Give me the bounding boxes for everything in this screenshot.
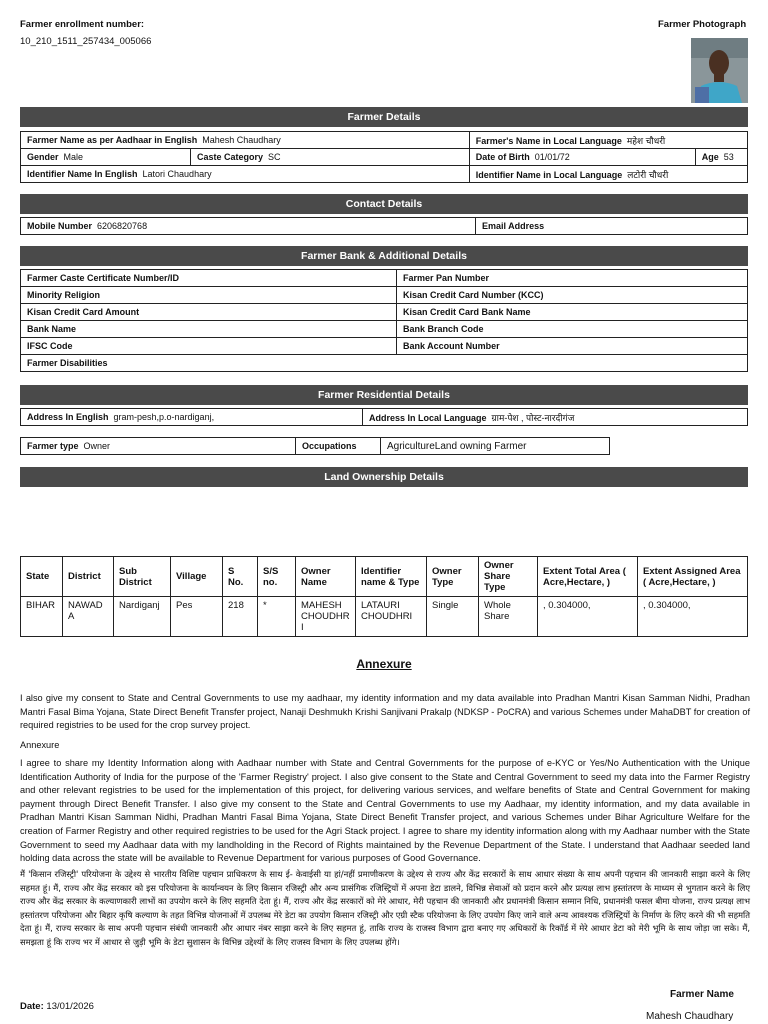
kcc-amount-label: Kisan Credit Card Amount	[27, 307, 140, 317]
bank-name-label: Bank Name	[27, 324, 77, 334]
name-value: Mahesh Chaudhary	[202, 135, 281, 145]
land-cell: 218	[223, 597, 258, 637]
land-header-cell: Owner Type	[427, 557, 479, 597]
land-cell: BIHAR	[21, 597, 63, 637]
address-en-label: Address In English	[27, 412, 109, 422]
land-header-cell: State	[21, 557, 63, 597]
land-cell: Pes	[171, 597, 223, 637]
section-residential-details: Farmer Residential Details	[20, 385, 748, 405]
enrollment-label: Farmer enrollment number:	[20, 19, 145, 30]
gender-label: Gender	[27, 152, 59, 162]
mobile-label: Mobile Number	[27, 221, 93, 231]
table-row	[21, 597, 748, 637]
land-header-cell: Sub District	[114, 557, 171, 597]
land-header-cell: Extent Assigned Area ( Acre,Hectare, )	[638, 557, 748, 597]
age-label: Age	[701, 152, 719, 162]
address-table	[20, 408, 748, 426]
disabilities-label: Farmer Disabilities	[27, 358, 108, 368]
caste-cert-label: Farmer Caste Certificate Number/ID	[27, 273, 180, 283]
caste-value: SC	[268, 152, 281, 162]
land-header-cell: S/S no.	[258, 557, 296, 597]
caste-label: Caste Category	[197, 152, 264, 162]
annexure-title: Annexure	[356, 657, 412, 671]
land-cell: Single	[427, 597, 479, 637]
annexure-subtitle: Annexure	[20, 740, 60, 750]
annexure-para-hindi: मैं 'किसान रजिस्ट्री' परियोजना के उद्देश्य से भारतीय विशिष्ट पहचान प्राधिकरण के साथ ई- केवाईसी या हां/नहीं प्रमाणीकरण के उद्देश्य से राज्य और केंद्र सरकारों के साथ आधार संख्या के साथ अपनी पहचान की जानकारी साझा करने के लिए सहमत हूं। मैं, राज्य और केंद्र सरकार को इस परियोजना के कार्यान्वयन के लिए किसान रजिस्ट्री और अन्य प्रासंगिक रजिस्ट्रियों में अपना डेटा डालने, विभिन्न सेवाओं को प्रदान करने और प्रत्यक्ष लाभ हस्तांतरण के माध्यम से भुगतान करने के लिए राज्य और केंद्र सरकार के कल्याणकारी लाभों का उपयोग करने के लिए सहमति देता हूं। मैं, राज्य और केंद्र सरकारों को मेरे आधार, मेरी पहचान की जानकारी और प्रधानमंत्री किसान सम्मान निधि, प्रधानमंत्री फसल बीमा योजना, राज्य प्रत्यक्ष लाभ हस्तांतरण परियोजना और बिहार कृषि कल्याण के तहत विभिन्न योजनाओं में उपलब्ध मेरे डेटा का उपयोग किसान रजिस्ट्री और एग्री स्टैक परियोजना के लिए उपयोग किए जाने वाले अन्य आवश्यक रजिस्ट्रियों के निर्माण के लिए करने की भी सहमति देता हूं। मैं, राज्य सरकार के साथ अपनी पहचान संबंधी जानकारी और आधार नंबर साझा करने के लिए सहमत हूं, ताकि राज्य के राजस्व विभाग द्वारा बनाए गए अधिकारों के रिकॉर्ड में मेरे आधार डेटा को मेरी भूमि के साथ जोड़ा जा सके। मैं, समझता हूं कि राज्य भर में आधार से जुड़ी भूमि के डेटा सुशासन के विभिन्न उद्देश्यों के लिए राजस्व विभाग के लिए उपलब्ध होंगे।	[20, 869, 750, 947]
occupation-value: AgricultureLand owning Farmer	[387, 440, 527, 452]
dob-label: Date of Birth	[475, 152, 530, 162]
land-cell: LATAURI CHOUDHRI	[356, 597, 427, 637]
farmer-type-table	[20, 437, 610, 455]
land-cell: *	[258, 597, 296, 637]
email-label: Email Address	[482, 221, 545, 231]
section-bank-details: Farmer Bank & Additional Details	[20, 246, 748, 266]
gender-value: Male	[63, 152, 84, 162]
dob-value: 01/01/72	[534, 152, 570, 162]
date-label: Date:	[20, 1001, 44, 1012]
pan-label: Farmer Pan Number	[403, 273, 490, 283]
section-land-details: Land Ownership Details	[20, 467, 748, 487]
minority-label: Minority Religion	[27, 290, 100, 300]
farmer-details-table	[20, 131, 748, 183]
occupation-label: Occupations	[302, 441, 357, 451]
kcc-bank-label: Kisan Credit Card Bank Name	[403, 307, 531, 317]
land-header-cell: Village	[171, 557, 223, 597]
address-en-value: gram-pesh,p.o-nardiganj,	[113, 412, 215, 422]
section-contact-details: Contact Details	[20, 194, 748, 214]
name-label: Farmer Name as per Aadhaar in English	[27, 135, 198, 145]
land-cell: Whole Share	[479, 597, 538, 637]
address-local-value: ग्राम-पेश , पोस्ट-नारदीगंज	[491, 412, 575, 423]
branch-code-label: Bank Branch Code	[403, 324, 484, 334]
identifier-local-value: लटोरी चौधरी	[627, 169, 669, 180]
land-header-cell: Owner Name	[296, 557, 356, 597]
local-name-value: महेश चौधरी	[626, 135, 666, 146]
land-cell: , 0.304000,	[638, 597, 748, 637]
farmer-type-value: Owner	[83, 441, 111, 451]
kcc-number-label: Kisan Credit Card Number (KCC)	[403, 290, 544, 300]
identifier-local-label: Identifier Name in Local Language	[475, 169, 623, 180]
age-value: 53	[723, 152, 734, 162]
farmer-type-label: Farmer type	[27, 441, 79, 451]
signature-name-label: Farmer Name	[670, 989, 734, 1000]
bank-table	[20, 269, 748, 372]
land-cell: NAWADA	[63, 597, 114, 637]
signature-name-value: Mahesh Chaudhary	[646, 1011, 734, 1022]
land-cell: MAHESH CHOUDHRI	[296, 597, 356, 637]
identifier-value: Latori Chaudhary	[142, 169, 212, 179]
land-cell: , 0.304000,	[538, 597, 638, 637]
enrollment-number: 10_210_1511_257434_005066	[20, 36, 152, 47]
land-cell: Nardiganj	[114, 597, 171, 637]
date-value: 13/01/2026	[46, 1001, 94, 1012]
land-header-cell: S No.	[223, 557, 258, 597]
annexure-para-1: I also give my consent to State and Central Governments to use my aadhaar, my identity information and my data available into Pradhan Mantri Kisan Samman Nidhi, Pradhan Mantri Fasal Bima Yojana, State Direct Benefit Transfer project, Nanaji Deshmukh Krishi Sanjivani Prakalp (NDKSP - PoCRA) and various Schemes under MahaDBT for creation of required registries to be used for the crop survey project.	[20, 693, 750, 731]
annexure-para-2: I agree to share my Identity Information along with Aadhaar number with State and Central Governments for the purpose of e-KYC or Yes/No Authentication with the Unique Identification Authority of India for the purpose of the 'Farmer Registry' project. I also give consent to the State and Central Government to seed my data into the Farmer Registry and other relevant registries to be used for the implementation of this project, for delivering various services, and welfare benefits of State and Central Government for making payment through Direct Benefit Transfer. I also give my consent to the State and Central Governments to use my Aadhaar, my identity information, and my data available in Pradhan Mantri Kisan Samman Nidhi, Pradhan Mantri Fasal Bima Yojana, State Direct Benefit Transfer project, and various Schemes under Bihar Agriculture Welfare for the creation of Farmer Registry and other required registries to be used for the Agri Stack project. I agree to share my identity information along with my Aadhaar number with the State Government to seed my Aadhaar data with my landholding in the Record of Rights maintained by the Revenue Department of the State. I understand that Aadhaar seeded land holding data across the state will be available to Revenue Department for various purposes of Good Governance.	[20, 758, 750, 864]
section-farmer-details: Farmer Details	[20, 107, 748, 127]
ifsc-label: IFSC Code	[27, 341, 73, 351]
land-header-cell: District	[63, 557, 114, 597]
identifier-label: Identifier Name In English	[27, 169, 138, 179]
farmer-photo	[691, 38, 748, 103]
local-name-label: Farmer's Name in Local Language	[475, 135, 622, 146]
land-header-cell: Owner Share Type	[479, 557, 538, 597]
photo-label: Farmer Photograph	[658, 19, 747, 30]
address-local-label: Address In Local Language	[369, 412, 487, 423]
mobile-value: 6206820768	[97, 221, 148, 231]
land-header-row	[21, 557, 748, 597]
land-table	[20, 556, 748, 637]
contact-table	[20, 217, 748, 235]
land-header-cell: Identifier name & Type	[356, 557, 427, 597]
land-header-cell: Extent Total Area ( Acre,Hectare, )	[538, 557, 638, 597]
footer-date	[20, 1001, 94, 1012]
account-label: Bank Account Number	[403, 341, 500, 351]
